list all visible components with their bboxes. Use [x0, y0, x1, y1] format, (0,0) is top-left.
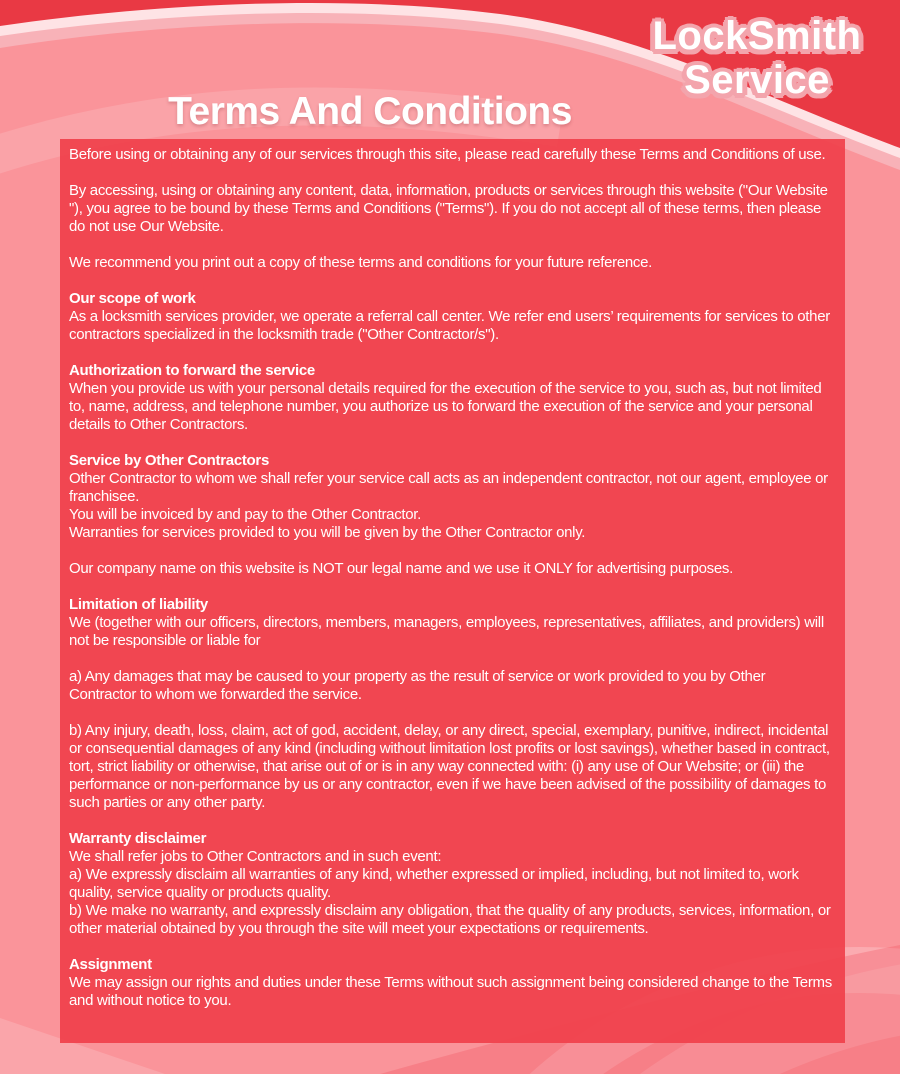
section-paragraph: You will be invoiced by and pay to the Other Contractor.: [69, 506, 422, 523]
terms-section: [69, 452, 836, 542]
section-paragraph: Warranties for services provided to you will be given by the Other Contractor only.: [69, 524, 586, 541]
section-paragraph: Before using or obtaining any of our services through this site, please read carefully these Terms and Conditions of use.: [69, 146, 826, 163]
terms-section: [69, 668, 836, 704]
section-paragraph: We (together with our officers, directors, members, managers, employees, representatives, affiliates, and providers) will not be responsible or liable for: [69, 614, 824, 649]
section-heading: Limitation of liability: [69, 596, 208, 613]
terms-section: [69, 722, 836, 812]
section-heading: Warranty disclaimer: [69, 830, 207, 847]
terms-panel: [60, 139, 845, 1043]
section-paragraph: b) Any injury, death, loss, claim, act of god, accident, delay, or any direct, special, exemplary, punitive, indirect, incidental or consequential damages of any kind (including without limitation lost profits or lost savings), whether based in contract, tort, strict liability or otherwise, that arise out of or is in any way connected with: (i) any use of Our Website; or (iii) the performance or non-performance by us or any contractor, even if we have been advised of the possibility of damages to such parties or any other party.: [69, 722, 830, 811]
terms-section: [69, 956, 836, 1010]
terms-section: [69, 830, 836, 938]
section-heading: Our scope of work: [69, 290, 196, 307]
site-logo-line2: Service: [684, 58, 830, 102]
terms-section: [69, 362, 836, 434]
terms-section: [69, 254, 836, 272]
section-heading: Authorization to forward the service: [69, 362, 315, 379]
terms-section: [69, 596, 836, 650]
site-logo-line1: LockSmith: [652, 14, 862, 58]
section-paragraph: a) We expressly disclaim all warranties of any kind, whether expressed or implied, including, but not limited to, work quality, service quality or products quality.: [69, 866, 799, 901]
terms-section: [69, 560, 836, 578]
section-paragraph: We shall refer jobs to Other Contractors and in such event:: [69, 848, 442, 865]
section-paragraph: b) We make no warranty, and expressly disclaim any obligation, that the quality of any products, services, information, or other material obtained by you through the site will meet your expectations or requirements.: [69, 902, 831, 937]
terms-body: [69, 146, 836, 1010]
page-title: Terms And Conditions: [168, 90, 572, 133]
terms-section: [69, 146, 836, 164]
section-paragraph: We may assign our rights and duties under these Terms without such assignment being considered change to the Terms and without notice to you.: [69, 974, 832, 1009]
section-paragraph: When you provide us with your personal details required for the execution of the service to you, such as, but not limited to, name, address, and telephone number, you authorize us to forward the execution of the service and your personal details to Other Contractors.: [69, 380, 822, 433]
section-paragraph: As a locksmith services provider, we operate a referral call center. We refer end users’ requirements for services to other contractors specialized in the locksmith trade ("Other Contractor/s").: [69, 308, 830, 343]
section-paragraph: a) Any damages that may be caused to your property as the result of service or work provided to you by Other Contractor to whom we forwarded the service.: [69, 668, 766, 703]
section-heading: Service by Other Contractors: [69, 452, 270, 469]
section-paragraph: Other Contractor to whom we shall refer your service call acts as an independent contractor, not our agent, employee or franchisee.: [69, 470, 828, 505]
site-logo: [632, 14, 882, 102]
section-paragraph: Our company name on this website is NOT our legal name and we use it ONLY for advertising purposes.: [69, 560, 733, 577]
section-paragraph: By accessing, using or obtaining any content, data, information, products or services through this website ("Our Website "), you agree to be bound by these Terms and Conditions ("Terms"). If you do not accept all of these terms, then please do not use Our Website.: [69, 182, 828, 235]
section-paragraph: We recommend you print out a copy of these terms and conditions for your future reference.: [69, 254, 653, 271]
terms-section: [69, 290, 836, 344]
section-heading: Assignment: [69, 956, 152, 973]
terms-section: [69, 182, 836, 236]
